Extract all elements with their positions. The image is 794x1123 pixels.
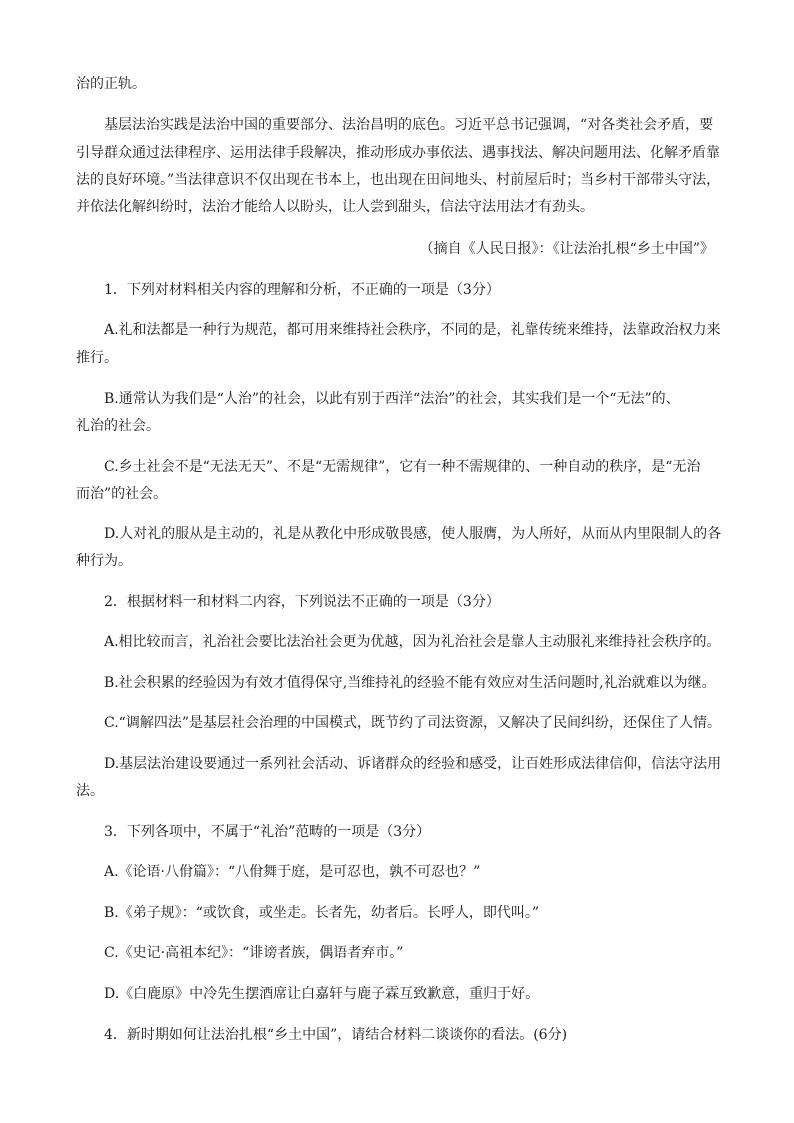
question-4-stem: 4．新时期如何让法治扎根“乡土中国”，请结合材料二谈谈你的看法。(6分) <box>104 1027 568 1043</box>
q3-option-c: C.《史记·高祖本纪》：“诽谤者族，偶语者弃市。” <box>104 945 404 961</box>
q1-option-d: D.人对礼的服从是主动的，礼是从教化中形成敬畏感，使人服膺，为人所好，从而从内里限制人的各 <box>104 526 722 542</box>
question-3-stem: 3．下列各项中，不属于“礼治”范畴的一项是（3分） <box>104 824 431 840</box>
passage-line: 治的正轨。 <box>76 76 146 92</box>
q1-option-c: C.乡土社会不是“无法无天”、不是“无需规律”，它有一种不需规律的、一种自动的秩序，是“无治 <box>104 459 701 475</box>
q3-option-d: D.《白鹿原》中冷先生摆酒席让白嘉轩与鹿子霖互致歉意，重归于好。 <box>104 986 540 1002</box>
q1-option-b: B.通常认为我们是“人治”的社会，以此有别于西洋“法治”的社会，其实我们是一个“无法”的、 <box>104 391 680 407</box>
q2-option-c: C.“调解四法”是基层社会治理的中国模式，既节约了司法资源，又解决了民间纠纷，还保住了人情。 <box>104 715 721 731</box>
question-1-stem: 1．下列对材料相关内容的理解和分析，不正确的一项是（3分） <box>104 282 500 298</box>
q1-option-a: A.礼和法都是一种行为规范，都可用来维持社会秩序，不同的是，礼靠传统来维持，法靠政治权力来 <box>104 322 721 338</box>
question-2-stem: 2．根据材料一和材料二内容，下列说法不正确的一项是（3分） <box>104 594 500 610</box>
q3-option-a: A.《论语·八佾篇》：“八佾舞于庭，是可忍也，孰不可忍也？” <box>104 864 481 880</box>
passage-line: 法的良好环境。”当法律意识不仅出现在书本上，也出现在田间地头、村前屋后时；当乡村干部带头守法， <box>76 172 721 188</box>
q2-option-a: A.相比较而言，礼治社会要比法治社会更为优越，因为礼治社会是靠人主动服礼来维持社会秩序的。 <box>104 634 721 650</box>
passage-line: 引导群众通过法律程序、运用法律手段解决，推动形成办事依法、遇事找法、解决问题用法、化解矛盾靠 <box>76 145 720 161</box>
q2-option-d: D.基层法治建设要通过一系列社会活动、诉诸群众的经验和感受，让百姓形成法律信仰，信法守法用 <box>104 756 722 772</box>
q1-option-b-cont: 礼治的社会。 <box>76 418 160 434</box>
q1-option-c-cont: 而治”的社会。 <box>76 486 168 502</box>
q3-option-b: B.《弟子规》：“或饮食，或坐走。长者先，幼者后。长呼人，即代叫。” <box>104 905 540 921</box>
q2-option-b: B.社会积累的经验因为有效才值得保守,当维持礼的经验不能有效应对生活问题时,礼治就难以为继。 <box>104 675 716 691</box>
source-citation: （摘自《人民日报》：《让法治扎根“乡土中国”》 <box>419 241 714 257</box>
q1-option-d-cont: 种行为。 <box>76 553 132 569</box>
q2-option-d-cont: 法。 <box>76 783 104 799</box>
passage-line: 基层法治实践是法治中国的重要部分、法治昌明的底色。习近平总书记强调，“对各类社会矛盾，要 <box>104 117 714 133</box>
passage-line: 并依法化解纠纷时，法治才能给人以盼头，让人尝到甜头，信法守法用法才有劲头。 <box>76 199 594 215</box>
q1-option-a-cont: 推行。 <box>76 350 118 366</box>
